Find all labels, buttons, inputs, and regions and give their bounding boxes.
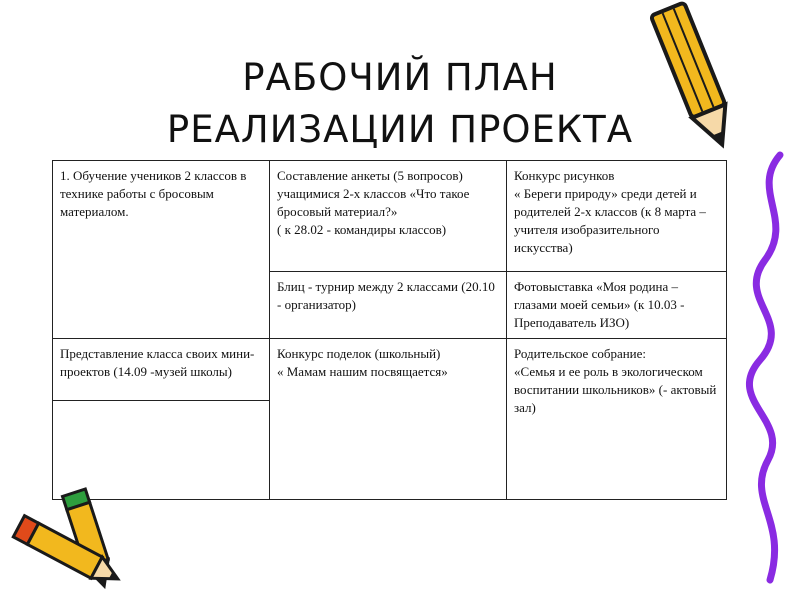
table-cell: Родительское собрание: «Семья и ее роль в экологическом воспитании школьников» (- актовый зал) xyxy=(507,339,727,500)
table-cell: Фотовыставка «Моя родина – глазами моей семьи» (к 10.03 - Преподаватель ИЗО) xyxy=(507,272,727,339)
squiggle-decoration xyxy=(740,150,800,590)
table-cell: Блиц - турнир между 2 классами (20.10 - организатор) xyxy=(270,272,507,339)
title-line-1: РАБОЧИЙ ПЛАН xyxy=(242,56,558,99)
title-line-2: РЕАЛИЗАЦИИ ПРОЕКТА xyxy=(166,108,634,151)
work-plan-table xyxy=(52,160,727,500)
table-row xyxy=(53,339,727,401)
table-cell: 1. Обучение учеников 2 классов в технике работы с бросовым материалом. xyxy=(53,161,270,339)
pencil-icon xyxy=(640,0,750,160)
table-row xyxy=(53,161,727,272)
table-cell: Представление класса своих мини-проектов (14.09 -музей школы) xyxy=(53,339,270,401)
pencil-icon xyxy=(2,508,132,598)
table-cell: Конкурс рисунков « Береги природу» среди детей и родителей 2-х классов (к 8 марта – учителя изобразительного искусства) xyxy=(507,161,727,272)
table-cell: Составление анкеты (5 вопросов) учащимися 2-х классов «Что такое бросовый материал?» ( к 28.02 - командиры классов) xyxy=(270,161,507,272)
table-cell: Конкурс поделок (школьный) « Мамам нашим посвящается» xyxy=(270,339,507,500)
